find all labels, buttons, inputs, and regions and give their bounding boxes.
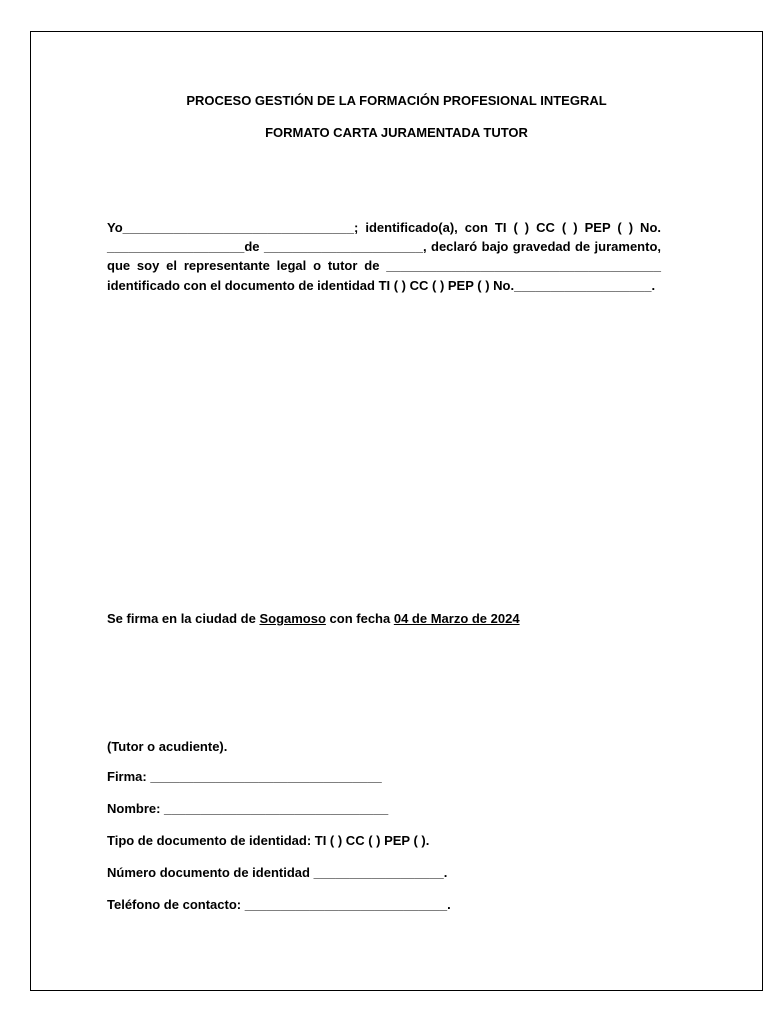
guardian-role: (Tutor o acudiente). <box>107 739 228 754</box>
signing-date: 04 de Marzo de 2024 <box>393 611 520 626</box>
declaration-paragraph: Yo________________________________; identificado(a), con TI ( ) CC ( ) PEP ( ) No. ___________________de ______________________, declaró bajo gravedad de juramento, que soy el representante legal o tutor de ______________________________________ identificado con el documento de identidad TI ( ) CC ( ) PEP ( ) No.___________________. <box>107 220 661 293</box>
format-title: FORMATO CARTA JURAMENTADA TUTOR <box>265 125 528 140</box>
signing-city: Sogamoso <box>259 611 326 626</box>
signing-prefix: Se firma en la ciudad de <box>107 611 260 626</box>
name-field: Nombre: _______________________________ <box>107 801 389 816</box>
document-page <box>30 31 763 991</box>
signing-statement <box>107 611 520 626</box>
signing-middle: con fecha <box>325 611 394 626</box>
process-title: PROCESO GESTIÓN DE LA FORMACIÓN PROFESIONAL INTEGRAL <box>186 93 607 108</box>
document-type-field: Tipo de documento de identidad: TI ( ) CC ( ) PEP ( ). <box>107 833 430 848</box>
phone-field: Teléfono de contacto: ____________________________. <box>107 897 451 912</box>
signature-field: Firma: ________________________________ <box>107 769 382 784</box>
document-number-field: Número documento de identidad __________________. <box>107 865 448 880</box>
